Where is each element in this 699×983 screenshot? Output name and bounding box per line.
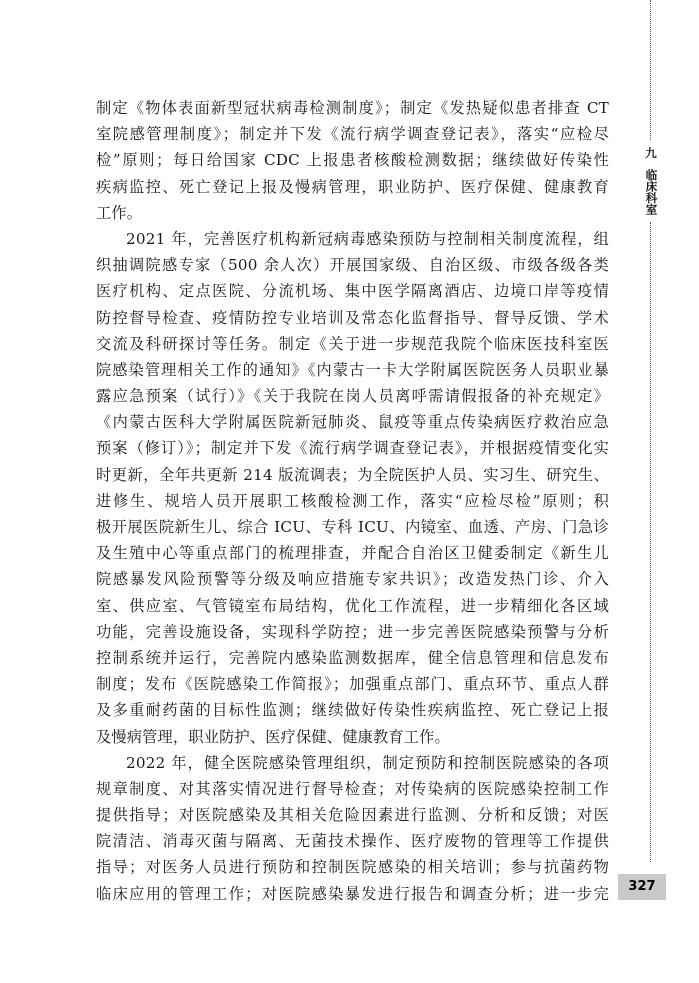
text-line: 露应急预案（试行）》《关于我院在岗人员离呼需请假报备的补充规定》 [96, 387, 609, 406]
side-divider-bottom [650, 222, 652, 862]
text-line: 及慢病管理，职业防护、医疗保健、健康教育工作。 [96, 727, 450, 746]
text-line: 临床应用的管理工作；对医院感染暴发进行报告和调查分析；进一步完 [96, 884, 609, 903]
text-line: 规章制度、对其落实情况进行督导检查；对传染病的医院感染控制工作 [96, 779, 609, 798]
text-line: 制定《物体表面新型冠状病毒检测制度》；制定《发热疑似患者排查 CT [96, 99, 609, 117]
page-number: 327 [618, 874, 666, 900]
side-divider-top [650, 0, 652, 140]
text-line: 疾病监控、死亡登记上报及慢病管理，职业防护、医疗保健、健康教育 [96, 177, 609, 196]
text-line: 功能，完善设施设备，实现科学防控；进一步完善医院感染预警与分析 [96, 622, 609, 641]
text-line: 室、供应室、气管镜室布局结构，优化工作流程，进一步精细化各区域 [96, 596, 609, 615]
text-line: 时更新，全年共更新 214 版流调表；为全院医护人员、实习生、研究生、 [96, 465, 609, 484]
text-line: 2021 年，完善医疗机构新冠病毒感染预防与控制相关制度流程，组 [126, 229, 609, 248]
text-line: 院清洁、消毒灭菌与隔离、无菌技术操作、医疗废物的管理等工作提供 [96, 832, 609, 851]
text-line: 提供指导；对医院感染及其相关危险因素进行监测、分析和反馈；对医 [96, 806, 609, 825]
text-line: 院感暴发风险预警等分级及响应措施专家共识》；改造发热门诊、介入 [96, 570, 609, 589]
chapter-title: 临床科室 [644, 169, 659, 215]
text-line: 及多重耐药菌的目标性监测；继续做好传染性疾病监控、死亡登记上报 [96, 701, 609, 720]
text-line: 院感染管理相关工作的通知》《内蒙古一卡大学附属医院医务人员职业暴 [96, 360, 609, 379]
text-line: 极开展医院新生儿、综合 ICU、专科 ICU、内镜室、血透、产房、门急诊 [96, 518, 609, 536]
text-line: 医疗机构、定点医院、分流机场、集中医学隔离酒店、边境口岸等疫情 [96, 282, 609, 301]
text-line: 及生殖中心等重点部门的梳理排查，并配合自治区卫健委制定《新生儿 [96, 544, 609, 563]
text-line: 织抽调院感专家（500 余人次）开展国家级、自治区级、市级各级各类 [96, 256, 609, 275]
body-text [96, 95, 609, 907]
text-line: 防控督导检查、疫情防控专业培训及常态化监督指导、督导反馈、学术 [96, 308, 609, 327]
text-line: 控制系统并运行，完善院内感染监测数据库，健全信息管理和信息发布 [96, 648, 609, 667]
text-line: 检”原则；每日给国家 CDC 上报患者核酸检测数据；继续做好传染性 [96, 151, 609, 170]
text-line: 室院感管理制度》；制定并下发《流行病学调查登记表》，落实“应检尽 [96, 125, 609, 144]
text-line: 预案（修订）》；制定并下发《流行病学调查登记表》，并根据疫情变化实 [96, 439, 609, 458]
chapter-number: 九 [645, 146, 657, 160]
text-line: 制度；发布《医院感染工作简报》；加强重点部门、重点环节、重点人群 [96, 675, 609, 694]
text-line: 《内蒙古医科大学附属医院新冠肺炎、鼠疫等重点传染病医疗救治应急 [96, 413, 609, 432]
text-line: 工作。 [96, 203, 143, 222]
text-line: 交流及科研探讨等任务。制定《关于进一步规范我院个临床医技科室医 [96, 334, 609, 353]
chapter-side-tab [640, 146, 662, 215]
text-line: 进修生、规培人员开展职工核酸检测工作，落实“应检尽检”原则；积 [96, 491, 609, 510]
text-line: 2022 年，健全医院感染管理组织，制定预防和控制医院感染的各项 [126, 753, 609, 772]
text-line: 指导；对医务人员进行预防和控制医院感染的相关培训；参与抗菌药物 [96, 858, 609, 877]
